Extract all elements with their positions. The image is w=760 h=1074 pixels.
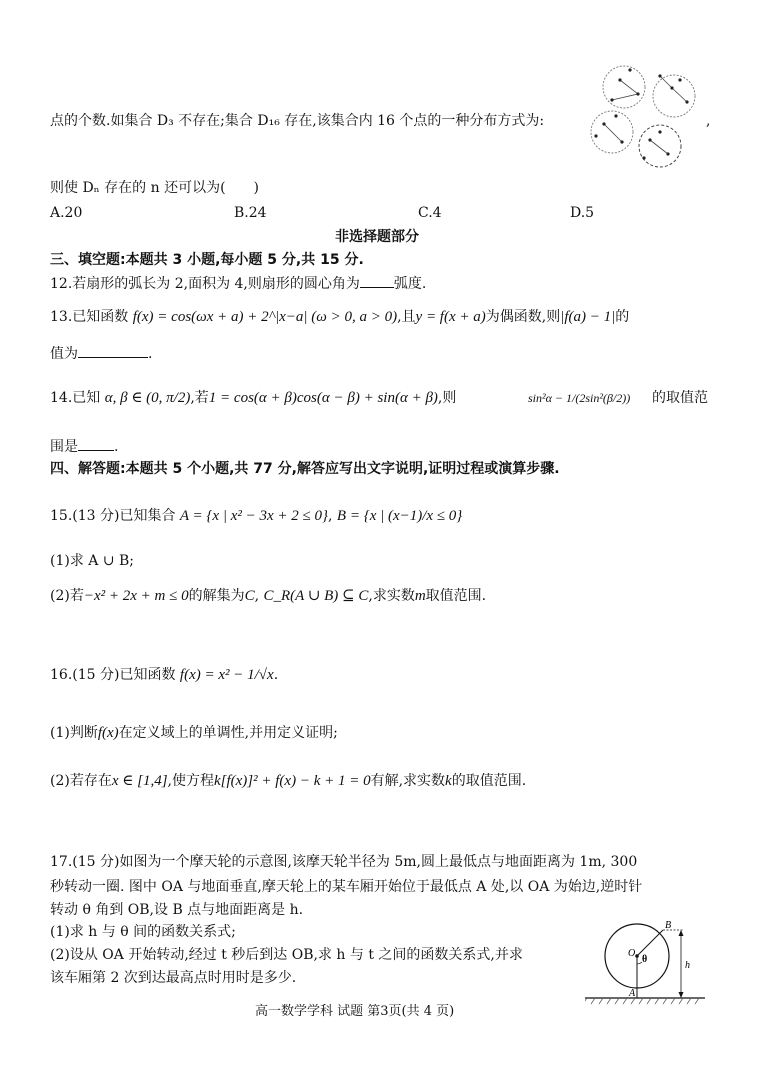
q15-part1: (1)求 A ∪ B; — [50, 553, 135, 569]
q14-tail: 的取值范 — [652, 390, 708, 406]
q13-condition: y = f(x + a) — [415, 309, 486, 325]
q17-line2: 秒转动一圈. 图中 OA 与地面垂直,摩天轮上的某车厢开始位于最低点 A 处,以 OA 为始边,逆时针 — [50, 879, 643, 895]
q13-function: f(x) = cos(ωx + a) + 2^|x−a| (ω > 0, a > 0) — [132, 309, 398, 325]
q14-line2: 围是 . — [50, 436, 118, 457]
q14-answer-blank — [78, 436, 114, 451]
section3-heading: 三、填空题:本题共 3 小题,每小题 5 分,共 15 分. — [50, 252, 364, 268]
ferris-wheel-figure — [585, 918, 705, 1010]
q17-part1: (1)求 h 与 θ 间的函数关系式; — [50, 924, 236, 940]
q14-condition: 1 = cos(α + β)cos(α − β) + sin(α + β) — [208, 390, 438, 406]
q13-line1: 13.已知函数 f(x) = cos(ωx + a) + 2^|x−a| (ω > 0, a > 0),且y = f(x + a)为偶函数,则|f(a) − 1|的 — [50, 309, 630, 325]
q13-line2: 值为 . — [50, 343, 152, 364]
q11-comma: , — [706, 113, 711, 129]
q16-function: f(x) = x² − 1/√x — [179, 667, 274, 683]
q16-part2: (2)若存在x ∈ [1,4],使方程k[f(x)]² + f(x) − k + 1 = 0有解,求实数k的取值范围. — [50, 773, 527, 789]
q13-answer-blank — [78, 343, 148, 358]
page-footer: 高一数学学科 试题 第3页(共 4 页) — [255, 1004, 455, 1019]
point-distribution-figure — [582, 62, 702, 174]
label-b: B — [665, 920, 672, 931]
q15-inequality: −x² + 2x + m ≤ 0 — [83, 588, 189, 604]
q14-line1: 14.已知 α, β ∈ (0, π/2),若1 = cos(α + β)cos(α − β) + sin(α + β),则 — [50, 390, 457, 406]
q17-part2b: 该车厢第 2 次到达最高点时用时是多少. — [50, 970, 297, 986]
q15-set-b: B = {x | (x−1)/x ≤ 0} — [336, 508, 463, 524]
q11-text: 点的个数.如集合 D₃ 不存在;集合 D₁₆ 存在,该集合内 16 个点的一种分布方式为: — [50, 113, 545, 129]
label-h: h — [685, 960, 690, 971]
q12-answer-blank — [360, 273, 394, 288]
q15-set-a: A = {x | x² − 3x + 2 ≤ 0} — [179, 508, 328, 524]
q16-part1: (1)判断f(x)在定义域上的单调性,并用定义证明; — [50, 725, 338, 741]
section4-heading: 四、解答题:本题共 5 个小题,共 77 分,解答应写出文字说明,证明过程或演算步骤. — [50, 461, 560, 477]
q11-option-b: B.24 — [234, 205, 267, 221]
label-a: A — [629, 988, 636, 999]
q15-part2: (2)若−x² + 2x + m ≤ 0的解集为C, C_R(A ∪ B) ⊆ C,求实数m取值范围. — [50, 588, 487, 604]
q14-expression-line — [528, 388, 630, 408]
q11-question: 则使 Dₙ 存在的 n 还可以为( ) — [50, 180, 260, 196]
q16-equation: k[f(x)]² + f(x) − k + 1 = 0 — [213, 773, 371, 789]
q16-line1: 16.(15 分)已知函数 f(x) = x² − 1/√x. — [50, 667, 279, 683]
q17-part2a: (2)设从 OA 开始转动,经过 t 秒后到达 OB,求 h 与 t 之间的函数关系式,并求 — [50, 947, 523, 963]
q11-option-c: C.4 — [418, 205, 442, 221]
q17-line3: 转动 θ 角到 OB,设 B 点与地面距离是 h. — [50, 902, 304, 918]
q12: 12.若扇形的弧长为 2,面积为 4,则扇形的圆心角为 弧度. — [50, 273, 426, 294]
q17-line1: 17.(15 分)如图为一个摩天轮的示意图,该摩天轮半径为 5m,圆上最低点与地面距离为 1m, 300 — [50, 854, 638, 870]
q14-expression: sin²α − 1/(2sin²(β/2)) — [528, 391, 631, 405]
q11-option-d: D.5 — [570, 205, 595, 221]
label-theta: θ — [642, 954, 648, 965]
q14-vars: α, β ∈ (0, π/2) — [104, 390, 191, 406]
q15-complement-condition: C_R(A ∪ B) ⊆ C — [263, 588, 369, 604]
q11-option-a: A.20 — [50, 205, 83, 221]
q15-line1: 15.(13 分)已知集合 A = {x | x² − 3x + 2 ≤ 0}, B = {x | (x−1)/x ≤ 0} — [50, 508, 463, 524]
q13-target: |f(a) − 1| — [560, 309, 616, 325]
section-title-nonselect: 非选择题部分 — [335, 229, 419, 245]
label-o: O — [628, 948, 636, 959]
